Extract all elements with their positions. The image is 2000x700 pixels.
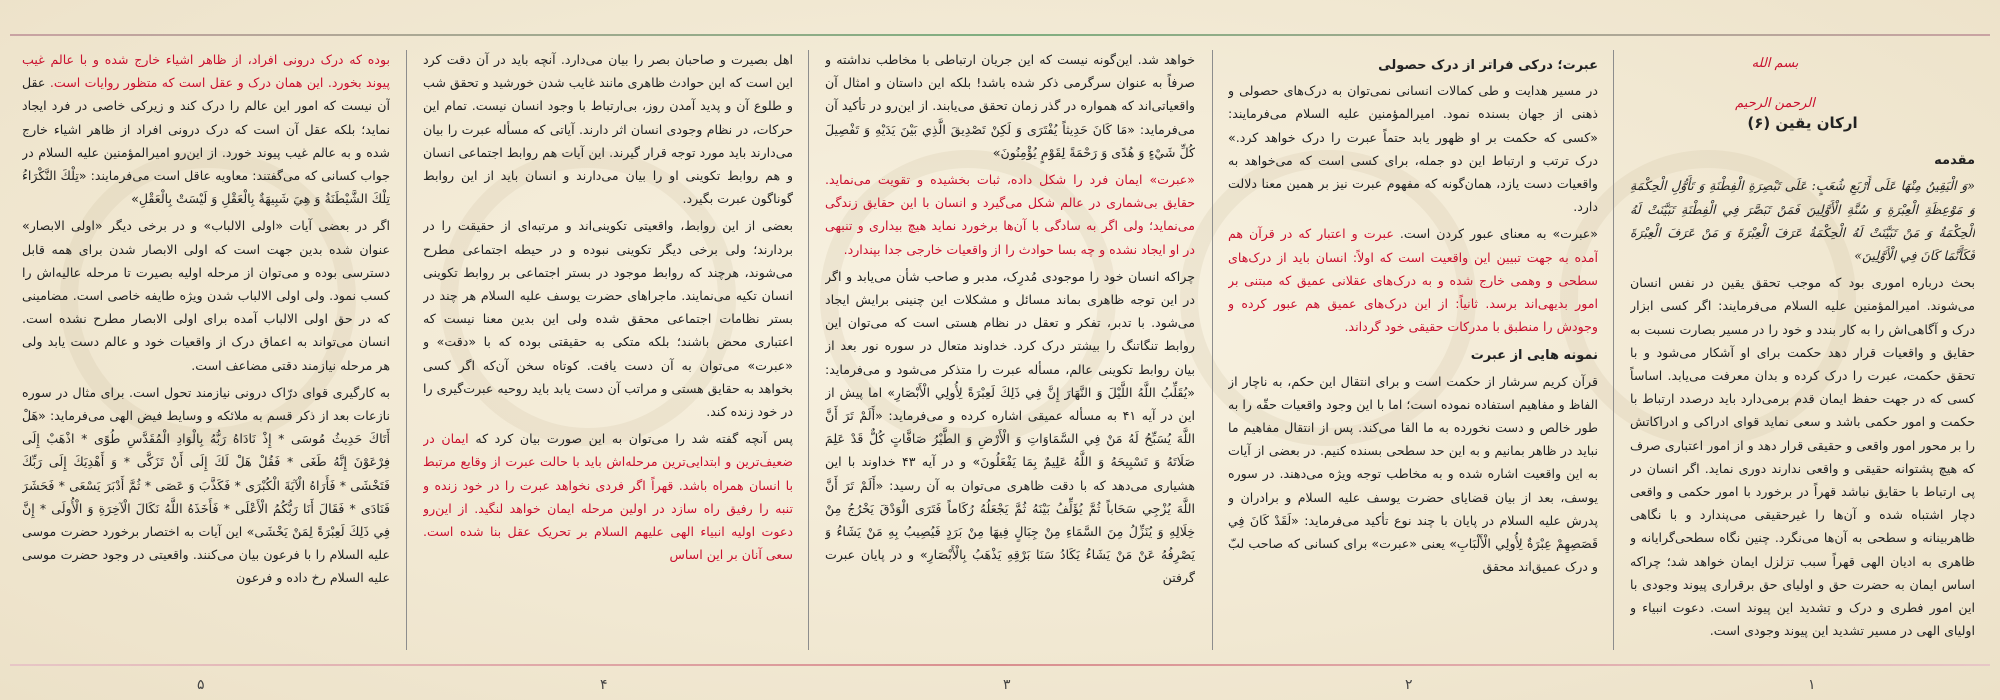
column-separator [1613, 50, 1614, 650]
page-number: ۲ [1405, 677, 1413, 693]
paragraph: خواهد شد. این‌گونه نیست که این جریان ارتباطی با مخاطب نداشته و صرفاً به عنوان سرگرمی ذکر شده باشد! بلکه این داستان و امثال آن واقعیاتی‌اند که همواره در گذر زمان تحقق می‌یابند. از این‌رو در تأکید آن می‌فرماید: «مَا كَانَ حَدِيثاً يُفْتَرَى وَ لَكِنْ تَصْدِيقَ الَّذِي بَيْنَ يَدَيْهِ وَ تَفْصِيلَ كُلِّ شَيْءٍ وَ هُدًى وَ رَحْمَةً لِقَوْمٍ يُؤْمِنُونَ» [825, 52, 1195, 160]
paragraph-text: عقل آن نیست که امور این عالم را درک کند و زیرکی خاصی در فرد ایجاد نماید؛ بلکه عقل آن است که درک درونی افراد از ظاهر اشیاء خارج شده و به عالم غیب پیوند خورد. از این‌رو امیرالمؤمنین علیه السلام در جواب کسانی که می‌گفتند: معاویه عاقل است می‌فرمایند: «تِلْكَ النَّكْرَاءُ تِلْكَ الشَّيْطَنَةُ وَ هِيَ شَبِيهَةٌ بِالْعَقْلِ وَ لَيْسَتْ بِالْعَقْلِ» [22, 75, 390, 207]
paragraph-text: «عبرت» به معنای عبور کردن است. [1393, 226, 1598, 242]
paragraph: قرآن کریم سرشار از حکمت است و برای انتقال این حکم، به ناچار از الفاظ و مفاهیم استفاده نموده است؛ اما با این وجود واقعیات حقّه را به طور خالص و دست نخورده به ما القا می‌کند. پس از انتقال مفاهیم ما نباید در ظاهر بمانیم و به این حد سطحی بسنده کنیم. در بعضی از آیات به این واقعیت اشاره شده و به مخاطب توجه ویژه می‌دهند. در سوره یوسف، بعد از بیان قضایای حضرت یوسف علیه السلام و برادران و پدرش علیه السلام در پایان با چند نوع تأکید می‌فرماید: «لَقَدْ كَانَ فِي قَصَصِهِمْ عِبْرَةٌ لِأُولِي الْأَلْبَابِ» یعنی «عبرت» برای کسانی که صاحب لبّ و درک عمیق‌اند محقق [1228, 373, 1598, 575]
page-number: ۳ [1003, 677, 1011, 693]
paragraph: چراکه انسان خود را موجودی مُدرِک، مدبر و صاحب شأن می‌یابد و اگر در این توجه ظاهری بماند مسائل و مشکلات این چنینی برایش ایجاد می‌شود. با تدبر، تفکر و تعقل در نظام هستی است که می‌توان این روابط تنگاتنگ را بیشتر درک کرد. خداوند متعال در سوره نور بعد از بیان روابط تکوینی عالم، مسأله عبرت را متذکر می‌شود و می‌فرماید: «يُقَلِّبُ اللَّهُ اللَّيْلَ وَ النَّهَارَ إِنَّ فِي ذَلِكَ لَعِبْرَةً لِأُولِي الْأَبْصَارِ» اما پیش از این در آیه ۴۱ به مسأله عمیقی اشاره کرده و می‌فرماید: «أَلَمْ تَرَ أَنَّ اللَّهَ يُسَبِّحُ لَهُ مَنْ فِي السَّمَاوَاتِ وَ الْأَرْضِ وَ الطَّيْرُ صَافَّاتٍ كُلٌّ قَدْ عَلِمَ صَلَاتَهُ وَ تَسْبِيحَهُ وَ اللَّهُ عَلِيمٌ بِمَا يَفْعَلُونَ» و در آیه ۴۳ خداوند با این هشیاری می‌دهد که با دقت ظاهری می‌توان به آن رسید: «أَلَمْ تَرَ أَنَّ اللَّهَ يُزْجِي سَحَاباً ثُمَّ يُؤَلِّفُ بَيْنَهُ ثُمَّ يَجْعَلُهُ رُكَاماً فَتَرَى الْوَدْقَ يَخْرُجُ مِنْ خِلَالِهِ وَ يُنَزِّلُ مِنَ السَّمَاءِ مِنْ جِبَالٍ فِيهَا مِنْ بَرَدٍ فَيُصِيبُ بِهِ مَنْ يَشَاءُ وَ يَصْرِفُهُ عَنْ مَنْ يَشَاءُ يَكَادُ سَنَا بَرْقِهِ يَذْهَبُ بِالْأَبْصَارِ» و در پایان عبرت گرفتن [825, 268, 1195, 586]
paragraph: به کارگیری قوای درّاک درونی نیازمند تحول است. برای مثال در سوره نازعات بعد از ذکر قسم به ملائکه و وسایط فیض الهی می‌فرماید: «هَلْ أَتَاكَ حَدِيثُ مُوسَى * إِذْ نَادَاهُ رَبُّهُ بِالْوَادِ الْمُقَدَّسِ طُوًى * اذْهَبْ إِلَى فِرْعَوْنَ إِنَّهُ طَغَى * فَقُلْ هَلْ لَكَ إِلَى أَنْ تَزَكَّى * وَ أَهْدِيَكَ إِلَى رَبِّكَ فَتَخْشَى * فَأَرَاهُ الْآيَةَ الْكُبْرَى * فَكَذَّبَ وَ عَصَى * ثُمَّ أَدْبَرَ يَسْعَى * فَحَشَرَ فَنَادَى * فَقَالَ أَنَا رَبُّكُمُ الْأَعْلَى * فَأَخَذَهُ اللَّهُ نَكَالَ الْآخِرَةِ وَ الْأُولَى * إِنَّ فِي ذَلِكَ لَعِبْرَةً لِمَنْ يَخْشَى» این آیات به اختصار برخورد حضرت موسی علیه السلام را با فرعون بیان می‌کنند. واقعیتی در وجود حضرت موسی علیه السلام رخ داده و فرعون [22, 384, 390, 586]
paragraph: بعضی از این روابط، واقعیتی تکوینی‌اند و مرتبه‌ای از حقیقت را در بردارند؛ ولی برخی دیگر تکوینی نبوده و در حیطه اجتماعی مطرح می‌شوند، هرچند که روابط موجود در بستر اجتماعی بر روابط تکوینی انسان تکیه می‌نمایند. ماجراهای حضرت یوسف علیه السلام هر چند در بستر نظامات اجتماعی محقق شده ولی این بدین معنا نیست که اعتباری محض باشند؛ بلکه متکی به حقیقتی بوده که با «دقت» و «عبرت» می‌توان به آن دست یافت. کوتاه سخن آن‌که اگر کسی بخواهد به حقایق هستی و مراتب آن دست یابد باید روحیه عبرت‌گیری را در خود زنده کند. [423, 218, 793, 420]
column-3 [825, 48, 1195, 660]
paragraph: بحث درباره اموری بود که موجب تحقق یقین در نفس انسان می‌شوند. امیرالمؤمنین علیه السلام می‌فرمایند: اگر کسی ابزار درک و آگاهی‌اش را به کار بندد و خود را در مسیر بصارت نسبت به حقایق و واقعیات قرار دهد حکمت برای او آشکار می‌شود و با تحقق حکمت، عبرت را درک کرده و بدان معرفت می‌یابد. اساساً کسی که در جهت حفظ ایمان قدم برمی‌دارد باید درصدد ارتباط با حکمت و امور حکمی باشد و سعی نماید قوای ادراکی و ادراکاتش را بر محور امور واقعی و حقیقی قرار دهد و از امور اعتباری صرف که هیچ پشتوانه حقیقی و واقعی ندارند دوری نماید. اگر انسان در پی ارتباط با حقایق نباشد قهراً در برخورد با امور حکمی و واقعی دچار اشتباه شده و آن‌ها را غیرحقیقی می‌پندارد و با نگاهی ظاهربینانه و سطحی به آن‌ها می‌نگرد. چنین نگاه سطحی‌گرایانه و ظاهری به ادیان الهی قهراً سبب تزلزل ایمان خواهد شد؛ چراکه اساس ایمان به حضرت حق و اولیای حق برقراری پیوند وجودی با این امور فطری و درک و تشدید این پیوند است. دعوت انبیاء و اولیای الهی در مسیر تشدید این پیوند وجودی است. [1630, 275, 1975, 639]
section-heading: مقدمه [1934, 153, 1975, 169]
top-rule [10, 34, 1990, 36]
page-title: ارکان یقین (۶) [1747, 114, 1858, 132]
page-number: ۵ [197, 677, 205, 693]
column-separator [1212, 50, 1213, 650]
highlighted-text: ایمان در ضعیف‌ترین و ابتدایی‌ترین مرحله‌اش باید با حالت عبرت از وقایع مرتبط با انسان همراه باشد. قهراً اگر فردی نخواهد عبرت را در خود زنده و تنبه را رفیق راه سازد در اولین مرحله ایمان خواهد لنگید. از این‌رو دعوت اولیه انبیاء الهی علیهم السلام بر تحریک عقل بنا شده است. سعی آنان بر این اساس [423, 431, 793, 563]
highlighted-paragraph: «عبرت» ایمان فرد را شکل داده، ثبات بخشیده و تقویت می‌نماید. حقایق بی‌شماری در عالم شکل می‌گیرد و انسان با این حقایق زندگی می‌نماید؛ ولی اگر به سادگی با آن‌ها برخورد نماید هیچ بیداری و تنبهی در او ایجاد نشده و چه بسا حوادث را از واقعیات خارجی جدا بپندارد. [825, 172, 1195, 257]
paragraph [423, 427, 793, 566]
column-1 [1630, 48, 1975, 660]
paragraph [22, 48, 390, 210]
paragraph: اگر در بعضی آیات «اولی الالباب» و در برخی دیگر «اولی الابصار» عنوان شده بدین جهت است که اولی الابصار شدن برای همه قابل دسترسی بوده و می‌توان از مرحله اولیه بصیرت تا مرحله عالیه‌اش را کسب نمود. ولی اولی الالباب شدن ویژه طایفه خاصی است. مضامینی که در حق اولی الالباب آمده برای اولی الابصار مطرح نشده است. انسان می‌تواند به اعماق درک از واقعیات خود و عالم دست یابد ولی هر مرحله نیازمند دقتی مضاعف است. [22, 218, 390, 373]
paragraph [1228, 222, 1598, 338]
section-heading: نمونه هایی از عبرت [1470, 348, 1598, 364]
paragraph: اهل بصیرت و صاحبان بصر را بیان می‌دارد. آنچه باید در آن دقت کرد این است که این حوادث ظاهری مانند غایب شدن خورشید و تحقق شب و طلوع آن و پدید آمدن روز، بی‌ارتباط با وجود انسان نیست. تمام این حرکات، در نظام وجودی انسان اثر دارند. آیاتی که مسأله عبرت را بیان می‌دارند باید مورد توجه قرار گیرند. این آیات هم روابط اجتماعی انسان و هم روابط تکوینی او را بیان می‌دارند و انسان باید از این روابط گوناگون عبرت بگیرد. [423, 52, 793, 207]
column-separator [808, 50, 809, 650]
highlighted-text: بوده که درک درونی افراد، از ظاهر اشیاء خارج شده و با عالم غیب پیوند بخورد. این همان درک و عقل است که متظور روایات است. [22, 52, 390, 91]
section-heading: عبرت؛ درکی فراتر از درک حصولی [1378, 58, 1598, 73]
paragraph-text: پس آنچه گفته شد را می‌توان به این صورت بیان کرد که [468, 431, 793, 447]
paragraph: در مسیر هدایت و طی کمالات انسانی نمی‌توان به درک‌های حصولی و ذهنی از جهان بسنده نمود. امیرالمؤمنین علیه السلام می‌فرمایند: «کسی که حکمت بر او ظهور یابد حتماً عبرت را درک خواهد کرد.» درک ترتب و ارتباط این دو جمله، برای کسی است که می‌خواهد به واقعیات دست یازد، همان‌گونه که مفهوم عبرت نیز بر همین معنا دلالت دارد. [1228, 83, 1598, 215]
column-5 [22, 48, 390, 660]
column-2 [1228, 48, 1598, 660]
column-4 [423, 48, 793, 660]
basmala-calligraphy: بسم الله الرحمن الرحیم [1735, 56, 1815, 111]
bottom-rule [10, 664, 1990, 666]
highlighted-text: عبرت و اعتبار که در قرآن هم آمده به جهت تبیین این واقعیت است که اولاً: انسان باید از درک‌های سطحی و وهمی خارج شده و به درک‌های عقلانی عمیق که مبتنی بر امور بدیهی‌اند برسد. ثانیاً: از این درک‌های عمیق هم عبور کرده و وجودش را منطبق با مدرکات حقیقی خود گرداند. [1228, 226, 1598, 335]
page-number: ۱ [1808, 677, 1816, 693]
hadith-quote: «وَ الْيَقِينُ مِنْهَا عَلَى أَرْبَعِ شُعَبٍ: عَلَى تَبْصِرَةِ الْفِطْنَةِ وَ تَأَوُّلِ الْحِكْمَةِ وَ مَوْعِظَةِ الْعِبْرَةِ وَ سُنَّةِ الْأَوَّلِينَ فَمَنْ تَبَصَّرَ فِي الْفِطْنَةِ تَبَيَّنَتْ لَهُ الْحِكْمَةُ وَ مَنْ تَبَيَّنَتْ لَهُ الْحِكْمَةُ عَرَفَ الْعِبْرَةَ وَ مَنْ عَرَفَ الْعِبْرَةَ فَكَأَنَّمَا كَانَ فِي الْأَوَّلِينَ» [1630, 178, 1975, 264]
page-number: ۴ [600, 677, 608, 693]
column-separator [406, 50, 407, 650]
